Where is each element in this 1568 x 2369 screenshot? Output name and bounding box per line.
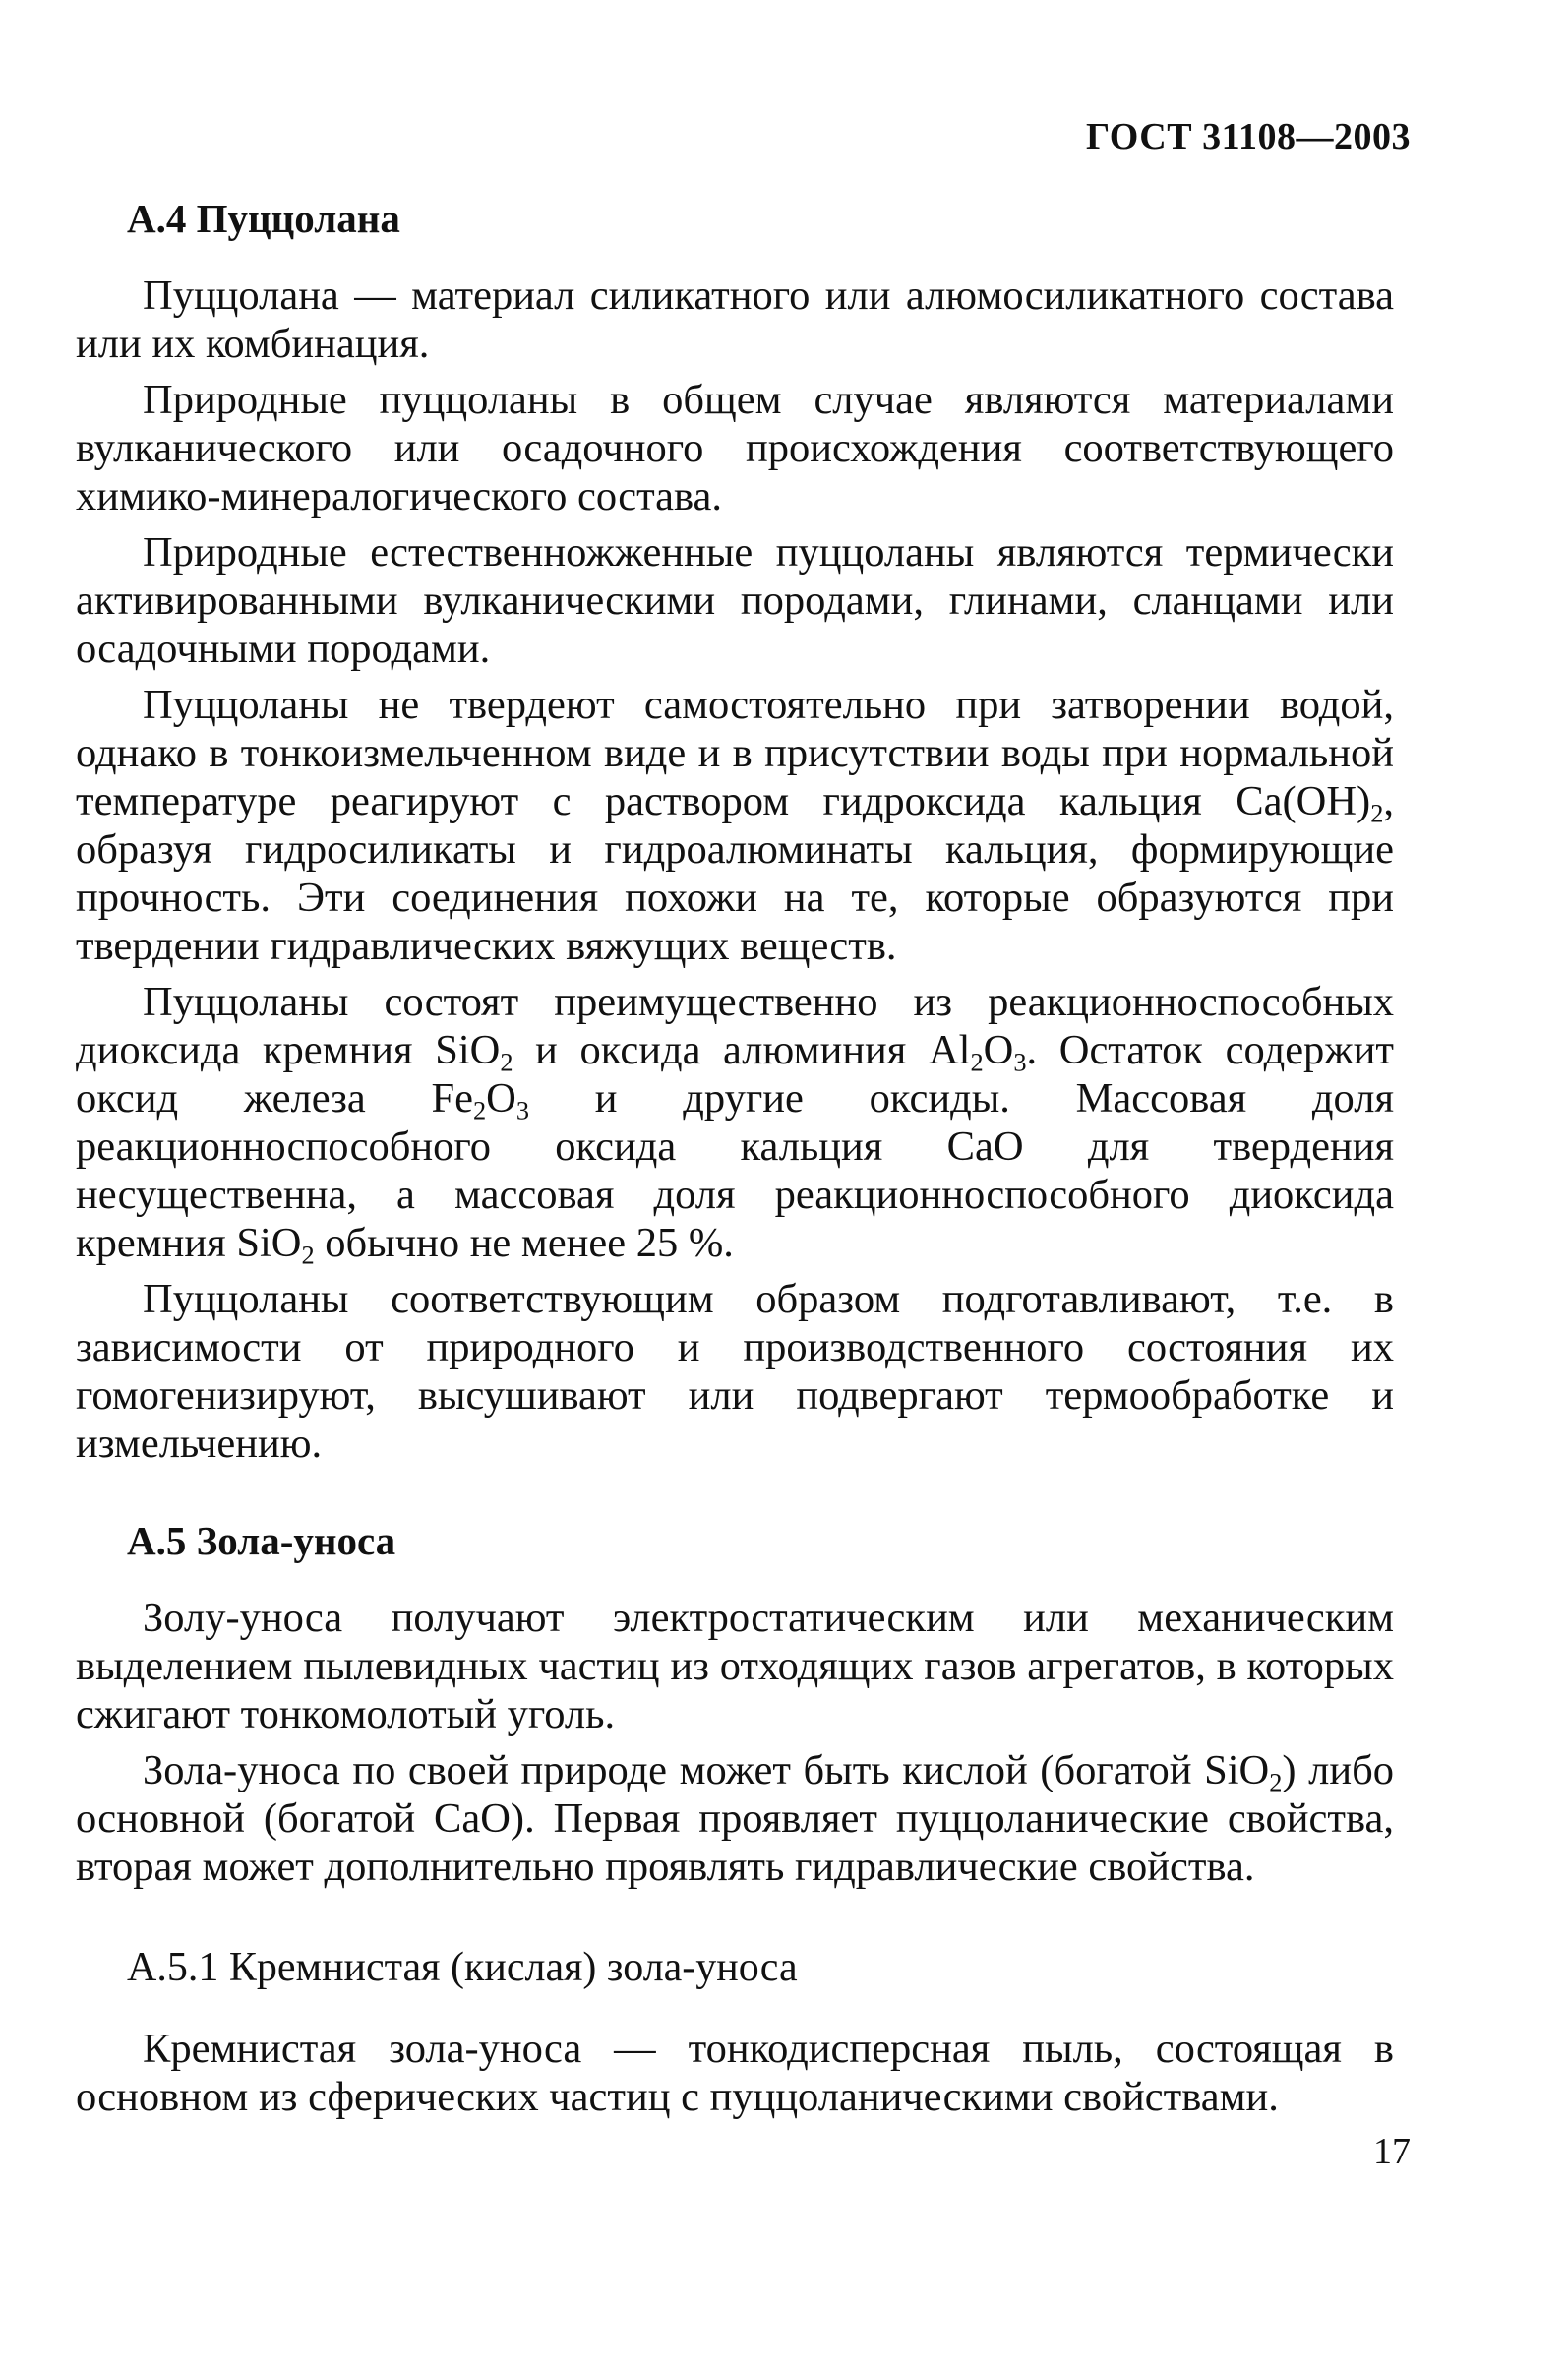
paragraph-a4-3: Природные естественножженные пуццоланы являются термически активированными вулканическими породами, глинами, сланцами или осадочными породами.	[76, 529, 1394, 672]
subscript: 3	[515, 1096, 530, 1125]
subscript: 2	[301, 1241, 315, 1270]
paragraph-a4-4	[76, 681, 1394, 970]
subscript: 3	[1013, 1048, 1027, 1077]
page-number: 17	[1373, 2131, 1411, 2172]
subscript: 2	[1269, 1768, 1283, 1797]
document-code: ГОСТ 31108—2003	[1086, 116, 1411, 157]
paragraph-text: O	[486, 1075, 516, 1122]
subscript: 2	[500, 1048, 513, 1077]
paragraph-text: Зола-уноса по своей природе может быть кислой (богатой SiO	[143, 1747, 1270, 1793]
paragraph-text: обычно не менее 25 %.	[314, 1220, 734, 1266]
subscript: 2	[472, 1096, 487, 1125]
paragraph-a4-5	[76, 978, 1394, 1270]
paragraph-text: Пуццоланы не твердеют самостоятельно при затворении водой, однако в тонкоизмельченном виде и в присутствии воды при нормальной температуре реагируют с раствором гидроксида кальция Са(ОН)	[76, 682, 1394, 824]
paragraph-a5-1: Золу-уноса получают электростатическим или механическим выделением пылевидных частиц из отходящих газов агрегатов, в которых сжигают тонкомолотый уголь.	[76, 1595, 1394, 1737]
subscript: 2	[1370, 799, 1384, 828]
document-body	[76, 193, 1394, 2129]
paragraph-text: ) либо основной (богатой СаО). Первая проявляет пуццоланические свойства, вторая может дополнительно проявлять гидравлические свойства.	[76, 1747, 1394, 1890]
paragraph-a5-1-1: Кремнистая зола-уноса — тонкодисперсная пыль, состоящая в основном из сферических частиц с пуццоланическими свойствами.	[76, 2026, 1394, 2120]
paragraph-text: O	[983, 1027, 1014, 1073]
section-heading-a5: А.5 Зола-уноса	[127, 1518, 396, 1563]
paragraph-a4-6: Пуццоланы соответствующим образом подготавливают, т.е. в зависимости от природного и производственного состояния их гомогенизируют, высушивают или подвергают термообработке и измельчению.	[76, 1276, 1394, 1467]
paragraph-text: и другие оксиды. Массовая доля реакционноспособного оксида кальция СаО для твердения несущественна, а массовая доля реакционноспособного диоксида кремния SiO	[76, 1075, 1394, 1266]
paragraph-text: , образуя гидросиликаты и гидроалюминаты кальция, формирующие прочность. Эти соединения похожи на те, которые образуются при твердении гидравлических вяжущих веществ.	[76, 778, 1394, 969]
paragraph-a4-2: Природные пуццоланы в общем случае являются материалами вулканического или осадочного происхождения соответствующего химико-минералогического состава.	[76, 377, 1394, 519]
section-heading-a4: А.4 Пуццолана	[127, 196, 400, 241]
paragraph-a4-1: Пуццолана — материал силикатного или алюмосиликатного состава или их комбинация.	[76, 273, 1394, 367]
paragraph-text: . Остаток содержит оксид железа Fe	[76, 1027, 1394, 1122]
paragraph-text: и оксида алюминия Al	[513, 1027, 971, 1073]
subscript: 2	[970, 1048, 984, 1077]
paragraph-text: Пуццоланы состоят преимущественно из реакционноспособных диоксида кремния SiO	[76, 979, 1394, 1073]
paragraph-a5-2	[76, 1746, 1394, 1891]
subsection-heading-a5-1: А.5.1 Кремнистая (кислая) зола-уноса	[127, 1945, 798, 1990]
